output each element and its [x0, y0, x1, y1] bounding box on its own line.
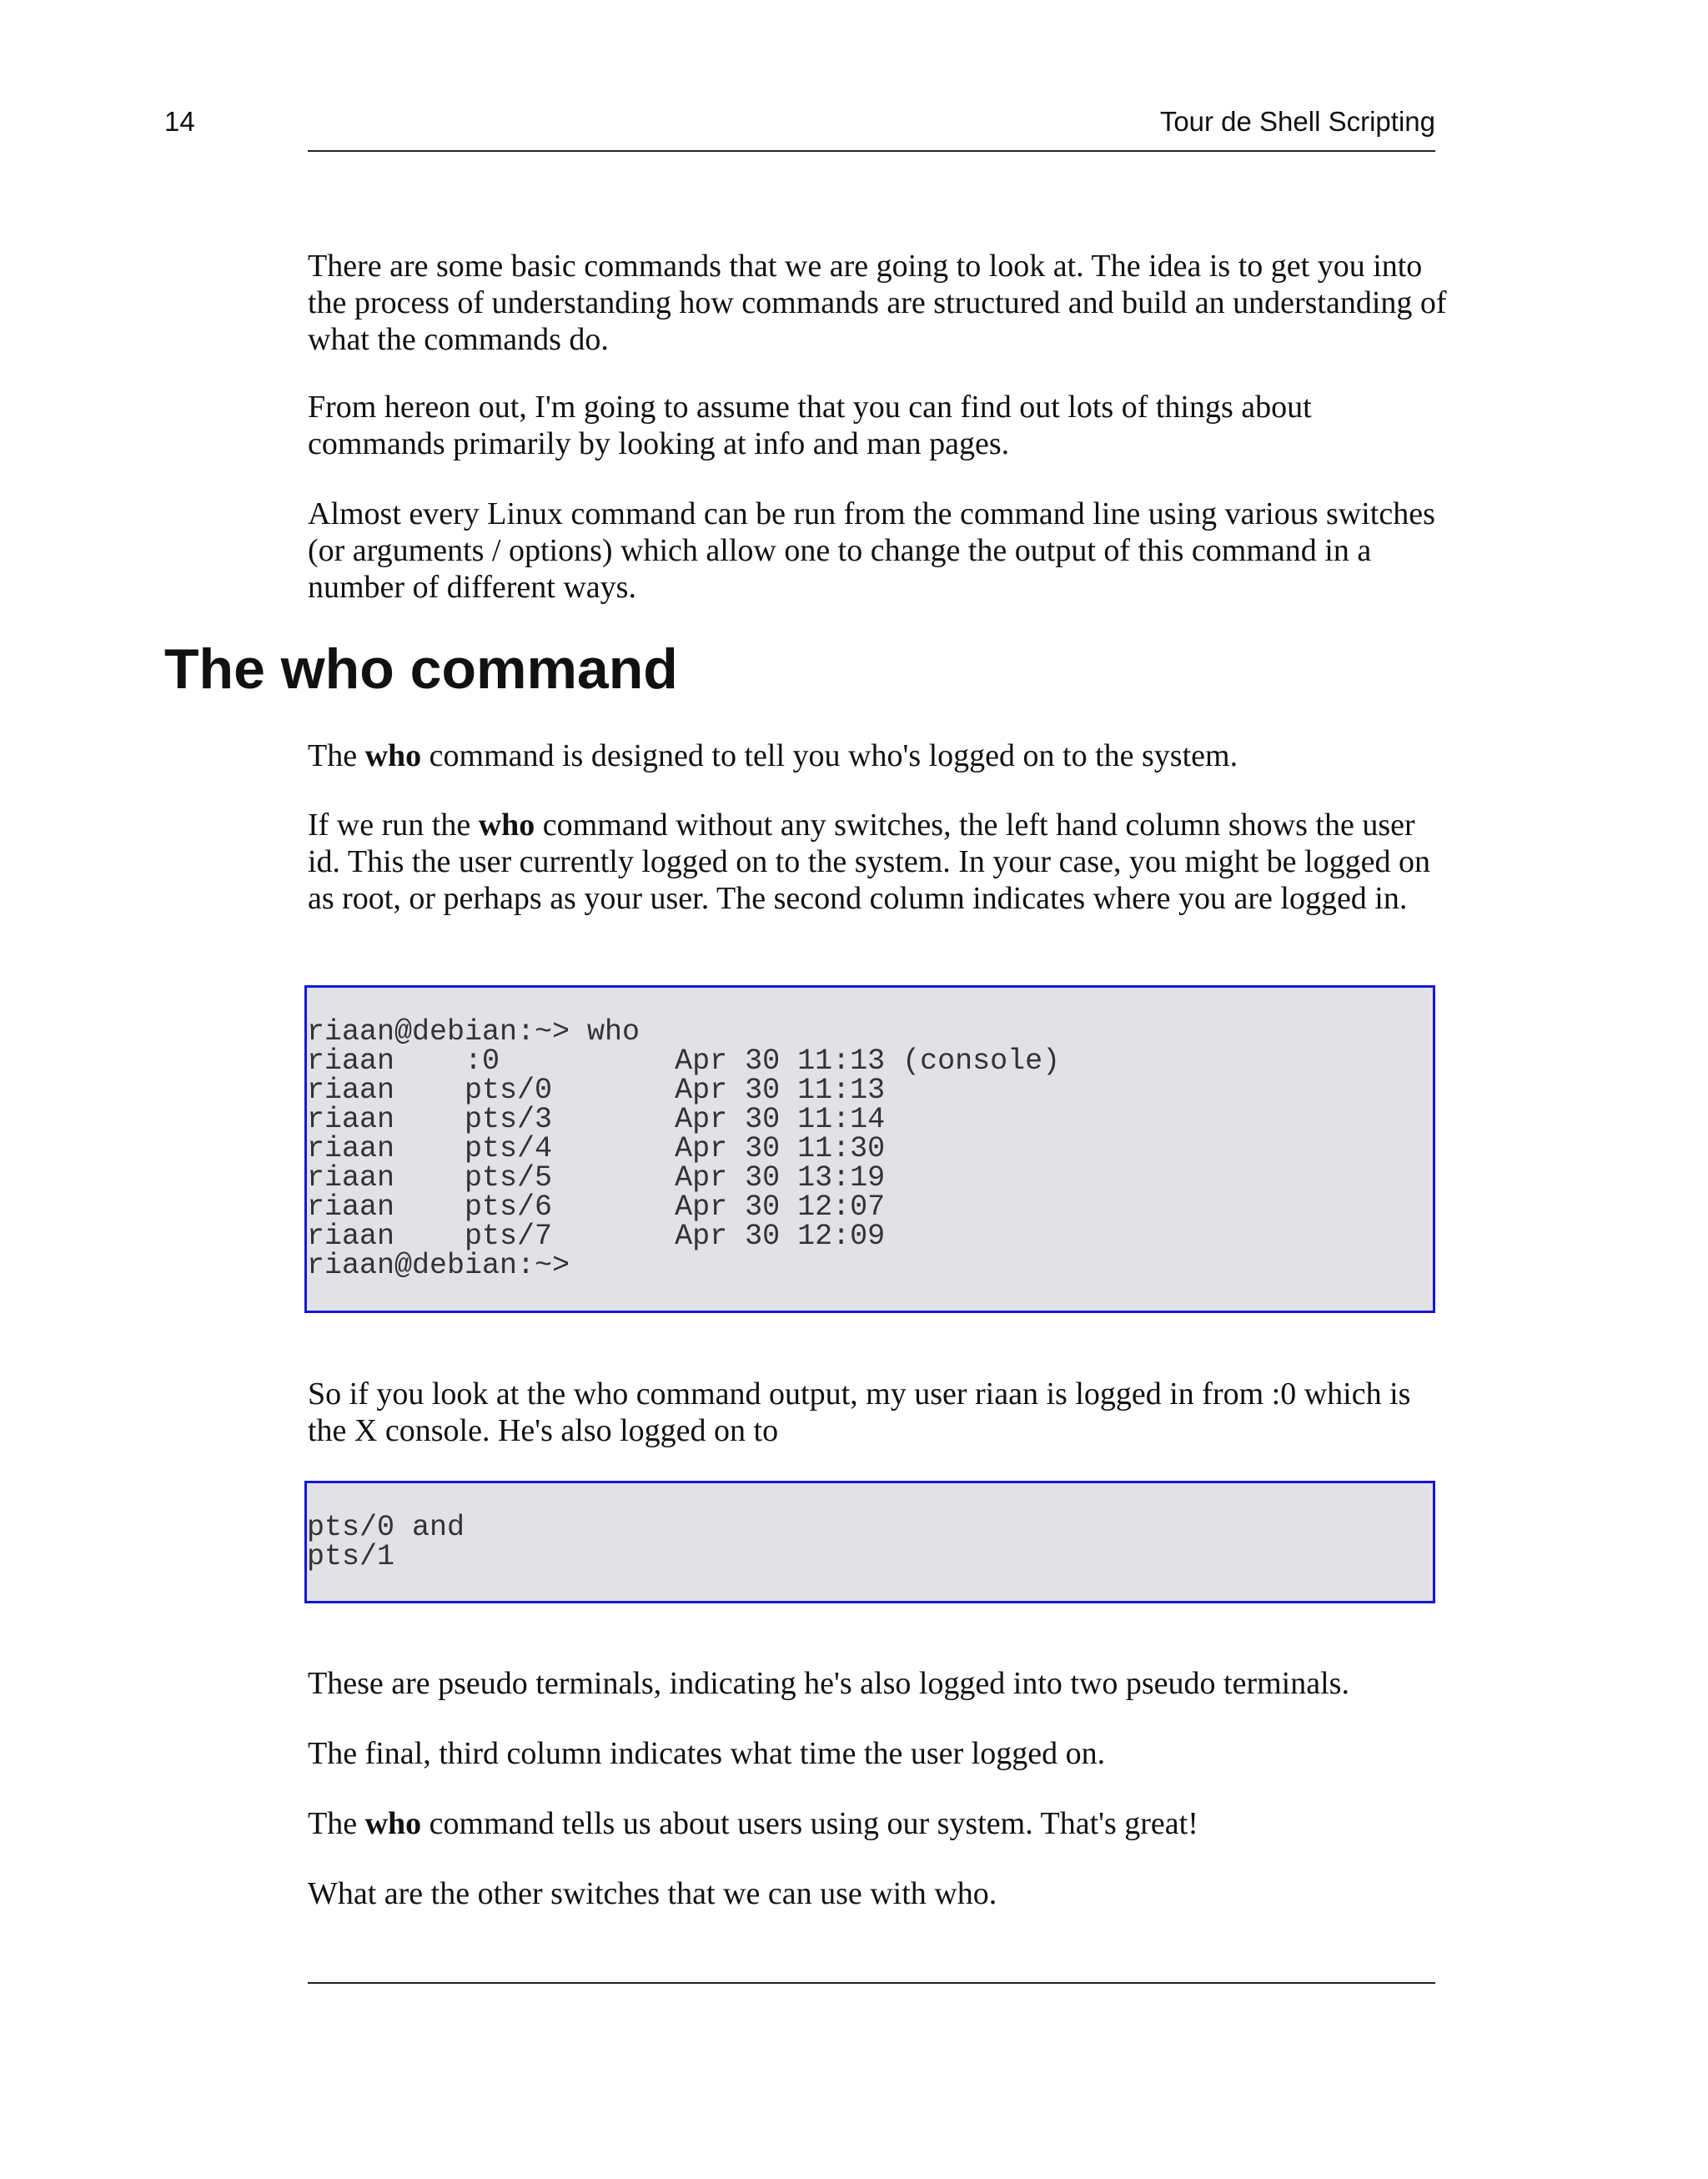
text-run: command is designed to tell you who's logged on to the system.	[421, 738, 1238, 773]
who-paragraph-6	[308, 1805, 1450, 1842]
who-paragraph-3: So if you look at the who command output, my user riaan is logged in from :0 which is the X console. He's also logged on to	[308, 1376, 1411, 1448]
footer-rule	[308, 1982, 1435, 1984]
who-paragraph-2	[308, 807, 1450, 917]
running-title: Tour de Shell Scripting	[1159, 106, 1435, 137]
header-rule	[308, 150, 1435, 152]
intro-paragraph-1: There are some basic commands that we are going to look at. The idea is to get you into the process of understanding how commands are structured and build an understanding of what the commands do.	[308, 249, 1447, 357]
command-name: who	[364, 1806, 422, 1841]
text-run: The	[308, 1806, 365, 1841]
code-block-pts	[304, 1481, 1435, 1603]
intro-paragraph-2: From hereon out, I'm going to assume that you can find out lots of things about commands primarily by looking at info and man pages.	[308, 390, 1312, 461]
who-paragraph-4: These are pseudo terminals, indicating he's also logged into two pseudo terminals.	[308, 1666, 1349, 1701]
who-paragraph-1	[308, 737, 1450, 774]
section-heading: The who command	[164, 637, 678, 701]
who-paragraph-7: What are the other switches that we can use with who.	[308, 1876, 997, 1911]
text-run: command without any switches, the left hand column shows the user id. This the user currently logged on to the system. In your case, you might be logged on as root, or perhaps as your user. The second column indicates where you are logged in.	[308, 808, 1430, 916]
text-run: command tells us about users using our system. That's great!	[421, 1806, 1198, 1841]
code-text: riaan@debian:~> who riaan :0 Apr 30 11:13 (console) riaan pts/0 Apr 30 11:13 riaan pts/3 Apr 30 11:14 riaan pts/4 Apr 30 11:30 riaan pts/5 Apr 30 13:19 riaan pts/6 Apr 30 12:07 riaan pts/7 Apr 30 12:09 riaan@debian:~>	[307, 1015, 1061, 1282]
command-name: who	[364, 738, 422, 773]
intro-paragraph-3: Almost every Linux command can be run from the command line using various switches (or arguments / options) which allow one to change the output of this command in a number of different ways.	[308, 496, 1435, 605]
text-run: If we run the	[308, 808, 479, 843]
text-run: The	[308, 738, 365, 773]
code-block-who-output	[304, 985, 1435, 1313]
command-name: who	[478, 808, 535, 843]
code-text: pts/0 and pts/1	[307, 1511, 465, 1573]
who-paragraph-5: The final, third column indicates what time the user logged on.	[308, 1736, 1106, 1771]
page-number: 14	[164, 106, 195, 137]
